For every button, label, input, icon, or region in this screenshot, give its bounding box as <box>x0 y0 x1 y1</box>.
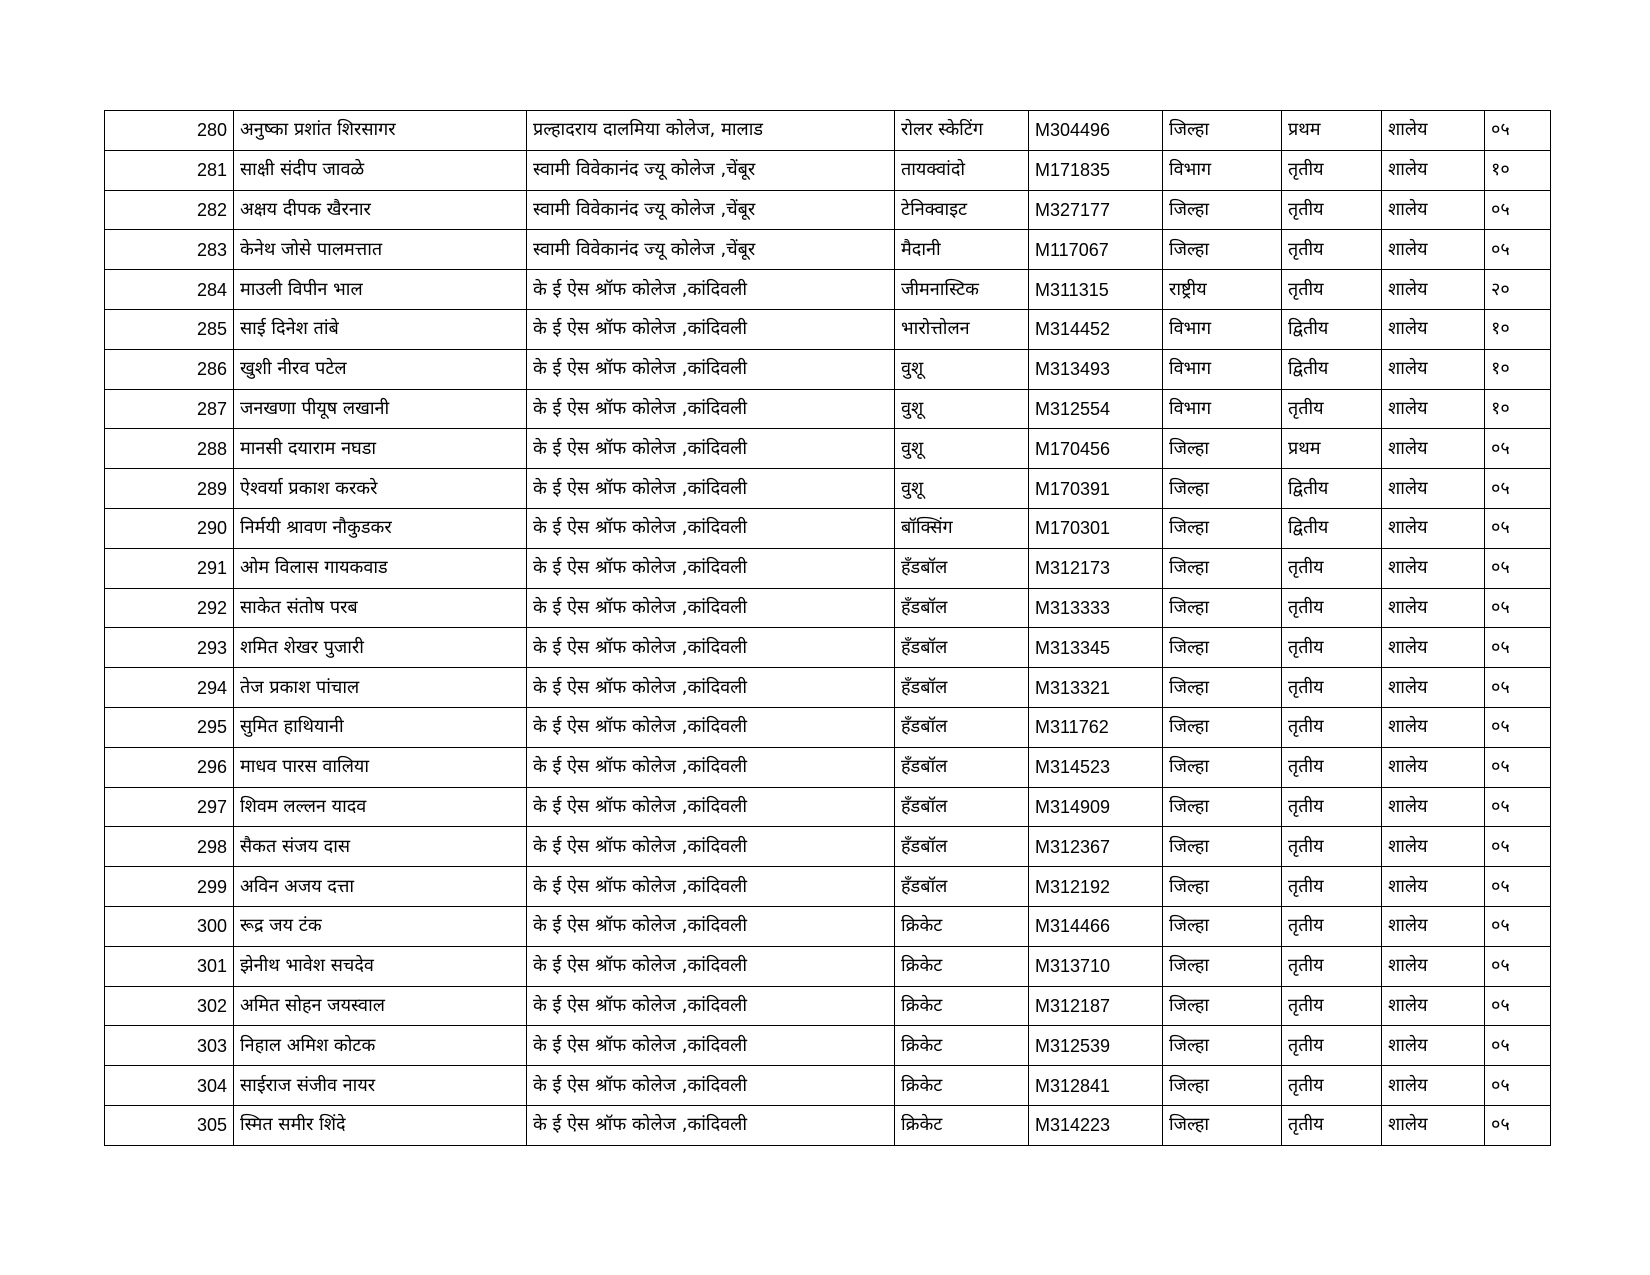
points-cell: ०५ <box>1485 827 1551 867</box>
table-row <box>105 429 1551 469</box>
serial-number-cell: 289 <box>105 469 234 509</box>
competition-level-cell: विभाग <box>1163 150 1282 190</box>
college-name-cell: के ई ऐस श्रॉफ कोलेज ,कांदिवली <box>527 349 895 389</box>
serial-number-cell: 294 <box>105 668 234 708</box>
table-row <box>105 230 1551 270</box>
student-name-cell: ऐश्वर्या प्रकाश करकरे <box>234 469 527 509</box>
category-cell: शालेय <box>1382 628 1485 668</box>
sport-name-cell: हँडबॉल <box>895 827 1029 867</box>
college-name-cell: स्वामी विवेकानंद ज्यू कोलेज ,चेंबूर <box>527 190 895 230</box>
rank-cell: द्वितीय <box>1282 349 1382 389</box>
serial-number-cell: 283 <box>105 230 234 270</box>
category-cell: शालेय <box>1382 867 1485 907</box>
registration-code-cell: M314909 <box>1029 787 1163 827</box>
table-row <box>105 707 1551 747</box>
college-name-cell: के ई ऐस श्रॉफ कोलेज ,कांदिवली <box>527 508 895 548</box>
sport-name-cell: क्रिकेट <box>895 1066 1029 1106</box>
sport-name-cell: वुशू <box>895 349 1029 389</box>
points-cell: ०५ <box>1485 946 1551 986</box>
college-name-cell: के ई ऐस श्रॉफ कोलेज ,कांदिवली <box>527 946 895 986</box>
category-cell: शालेय <box>1382 1105 1485 1145</box>
sport-name-cell: हँडबॉल <box>895 588 1029 628</box>
student-name-cell: जनखणा पीयूष लखानी <box>234 389 527 429</box>
points-cell: २० <box>1485 270 1551 310</box>
category-cell: शालेय <box>1382 827 1485 867</box>
table-row <box>105 469 1551 509</box>
college-name-cell: के ई ऐस श्रॉफ कोलेज ,कांदिवली <box>527 787 895 827</box>
points-cell: १० <box>1485 150 1551 190</box>
college-name-cell: के ई ऐस श्रॉफ कोलेज ,कांदिवली <box>527 469 895 509</box>
points-cell: ०५ <box>1485 867 1551 907</box>
points-cell: १० <box>1485 389 1551 429</box>
student-name-cell: माउली विपीन भाल <box>234 270 527 310</box>
serial-number-cell: 286 <box>105 349 234 389</box>
registration-code-cell: M117067 <box>1029 230 1163 270</box>
table-row <box>105 588 1551 628</box>
serial-number-cell: 296 <box>105 747 234 787</box>
sport-name-cell: क्रिकेट <box>895 906 1029 946</box>
registration-code-cell: M312841 <box>1029 1066 1163 1106</box>
table-row <box>105 389 1551 429</box>
rank-cell: तृतीय <box>1282 906 1382 946</box>
student-name-cell: सैकत संजय दास <box>234 827 527 867</box>
rank-cell: तृतीय <box>1282 747 1382 787</box>
rank-cell: प्रथम <box>1282 429 1382 469</box>
student-name-cell: स्मित समीर शिंदे <box>234 1105 527 1145</box>
registration-code-cell: M171835 <box>1029 150 1163 190</box>
table-row <box>105 827 1551 867</box>
rank-cell: तृतीय <box>1282 867 1382 907</box>
student-name-cell: साई दिनेश तांबे <box>234 309 527 349</box>
serial-number-cell: 291 <box>105 548 234 588</box>
table-row <box>105 747 1551 787</box>
points-cell: ०५ <box>1485 707 1551 747</box>
student-name-cell: अविन अजय दत्ता <box>234 867 527 907</box>
category-cell: शालेय <box>1382 111 1485 151</box>
table-row <box>105 548 1551 588</box>
category-cell: शालेय <box>1382 349 1485 389</box>
serial-number-cell: 295 <box>105 707 234 747</box>
registration-code-cell: M311315 <box>1029 270 1163 310</box>
student-name-cell: निहाल अमिश कोटक <box>234 1026 527 1066</box>
sport-name-cell: क्रिकेट <box>895 1026 1029 1066</box>
category-cell: शालेय <box>1382 946 1485 986</box>
records-body <box>105 111 1551 1146</box>
rank-cell: द्वितीय <box>1282 469 1382 509</box>
serial-number-cell: 303 <box>105 1026 234 1066</box>
serial-number-cell: 282 <box>105 190 234 230</box>
table-row <box>105 1105 1551 1145</box>
table-row <box>105 1026 1551 1066</box>
student-name-cell: साक्षी संदीप जावळे <box>234 150 527 190</box>
student-name-cell: झेनीथ भावेश सचदेव <box>234 946 527 986</box>
student-name-cell: तेज प्रकाश पांचाल <box>234 668 527 708</box>
table-row <box>105 309 1551 349</box>
college-name-cell: स्वामी विवेकानंद ज्यू कोलेज ,चेंबूर <box>527 150 895 190</box>
college-name-cell: के ई ऐस श्रॉफ कोलेज ,कांदिवली <box>527 867 895 907</box>
college-name-cell: के ई ऐस श्रॉफ कोलेज ,कांदिवली <box>527 309 895 349</box>
competition-level-cell: जिल्हा <box>1163 707 1282 747</box>
competition-level-cell: जिल्हा <box>1163 628 1282 668</box>
table-row <box>105 946 1551 986</box>
points-cell: ०५ <box>1485 548 1551 588</box>
competition-level-cell: जिल्हा <box>1163 469 1282 509</box>
category-cell: शालेय <box>1382 190 1485 230</box>
competition-level-cell: जिल्हा <box>1163 668 1282 708</box>
category-cell: शालेय <box>1382 906 1485 946</box>
college-name-cell: के ई ऐस श्रॉफ कोलेज ,कांदिवली <box>527 1105 895 1145</box>
registration-code-cell: M327177 <box>1029 190 1163 230</box>
student-name-cell: माधव पारस वालिया <box>234 747 527 787</box>
category-cell: शालेय <box>1382 1026 1485 1066</box>
rank-cell: प्रथम <box>1282 111 1382 151</box>
student-name-cell: अक्षय दीपक खैरनार <box>234 190 527 230</box>
serial-number-cell: 292 <box>105 588 234 628</box>
points-cell: ०५ <box>1485 1026 1551 1066</box>
serial-number-cell: 284 <box>105 270 234 310</box>
registration-code-cell: M304496 <box>1029 111 1163 151</box>
student-name-cell: मानसी दयाराम नघडा <box>234 429 527 469</box>
registration-code-cell: M312367 <box>1029 827 1163 867</box>
registration-code-cell: M312192 <box>1029 867 1163 907</box>
sport-name-cell: जीमनास्टिक <box>895 270 1029 310</box>
table-row <box>105 906 1551 946</box>
competition-level-cell: जिल्हा <box>1163 906 1282 946</box>
serial-number-cell: 302 <box>105 986 234 1026</box>
serial-number-cell: 301 <box>105 946 234 986</box>
rank-cell: तृतीय <box>1282 628 1382 668</box>
competition-level-cell: जिल्हा <box>1163 827 1282 867</box>
sport-name-cell: क्रिकेट <box>895 946 1029 986</box>
sport-name-cell: क्रिकेट <box>895 986 1029 1026</box>
points-cell: ०५ <box>1485 508 1551 548</box>
sport-name-cell: रोलर स्केटिंग <box>895 111 1029 151</box>
college-name-cell: के ई ऐस श्रॉफ कोलेज ,कांदिवली <box>527 827 895 867</box>
registration-code-cell: M313345 <box>1029 628 1163 668</box>
category-cell: शालेय <box>1382 309 1485 349</box>
competition-level-cell: विभाग <box>1163 389 1282 429</box>
competition-level-cell: जिल्हा <box>1163 508 1282 548</box>
sport-name-cell: मैदानी <box>895 230 1029 270</box>
sport-name-cell: तायक्वांदो <box>895 150 1029 190</box>
registration-code-cell: M313333 <box>1029 588 1163 628</box>
serial-number-cell: 297 <box>105 787 234 827</box>
rank-cell: तृतीय <box>1282 986 1382 1026</box>
sport-name-cell: बॉक्सिंग <box>895 508 1029 548</box>
table-row <box>105 508 1551 548</box>
student-name-cell: सुमित हाथियानी <box>234 707 527 747</box>
competition-level-cell: जिल्हा <box>1163 787 1282 827</box>
points-cell: १० <box>1485 349 1551 389</box>
competition-level-cell: विभाग <box>1163 309 1282 349</box>
rank-cell: तृतीय <box>1282 827 1382 867</box>
registration-code-cell: M313710 <box>1029 946 1163 986</box>
college-name-cell: के ई ऐस श्रॉफ कोलेज ,कांदिवली <box>527 668 895 708</box>
category-cell: शालेय <box>1382 270 1485 310</box>
points-cell: ०५ <box>1485 628 1551 668</box>
student-name-cell: खुशी नीरव पटेल <box>234 349 527 389</box>
sport-name-cell: टेनिक्वाइट <box>895 190 1029 230</box>
category-cell: शालेय <box>1382 1066 1485 1106</box>
serial-number-cell: 290 <box>105 508 234 548</box>
sport-name-cell: वुशू <box>895 389 1029 429</box>
registration-code-cell: M170391 <box>1029 469 1163 509</box>
points-cell: १० <box>1485 309 1551 349</box>
competition-level-cell: जिल्हा <box>1163 111 1282 151</box>
table-row <box>105 628 1551 668</box>
serial-number-cell: 300 <box>105 906 234 946</box>
sport-name-cell: हँडबॉल <box>895 628 1029 668</box>
competition-level-cell: जिल्हा <box>1163 588 1282 628</box>
serial-number-cell: 298 <box>105 827 234 867</box>
rank-cell: तृतीय <box>1282 588 1382 628</box>
points-cell: ०५ <box>1485 588 1551 628</box>
category-cell: शालेय <box>1382 150 1485 190</box>
student-name-cell: शिवम लल्लन यादव <box>234 787 527 827</box>
points-cell: ०५ <box>1485 469 1551 509</box>
points-cell: ०५ <box>1485 787 1551 827</box>
registration-code-cell: M314466 <box>1029 906 1163 946</box>
student-name-cell: साकेत संतोष परब <box>234 588 527 628</box>
table-row <box>105 111 1551 151</box>
points-cell: ०५ <box>1485 1066 1551 1106</box>
registration-code-cell: M314523 <box>1029 747 1163 787</box>
college-name-cell: के ई ऐस श्रॉफ कोलेज ,कांदिवली <box>527 707 895 747</box>
sport-name-cell: हँडबॉल <box>895 548 1029 588</box>
table-row <box>105 190 1551 230</box>
serial-number-cell: 280 <box>105 111 234 151</box>
rank-cell: तृतीय <box>1282 1026 1382 1066</box>
student-name-cell: साईराज संजीव नायर <box>234 1066 527 1106</box>
competition-level-cell: जिल्हा <box>1163 429 1282 469</box>
serial-number-cell: 288 <box>105 429 234 469</box>
records-table <box>104 110 1551 1146</box>
sport-name-cell: हँडबॉल <box>895 787 1029 827</box>
rank-cell: तृतीय <box>1282 787 1382 827</box>
serial-number-cell: 304 <box>105 1066 234 1106</box>
competition-level-cell: जिल्हा <box>1163 867 1282 907</box>
sport-name-cell: भारोत्तोलन <box>895 309 1029 349</box>
category-cell: शालेय <box>1382 508 1485 548</box>
sport-name-cell: वुशू <box>895 469 1029 509</box>
college-name-cell: स्वामी विवेकानंद ज्यू कोलेज ,चेंबूर <box>527 230 895 270</box>
category-cell: शालेय <box>1382 707 1485 747</box>
table-row <box>105 867 1551 907</box>
rank-cell: तृतीय <box>1282 946 1382 986</box>
college-name-cell: के ई ऐस श्रॉफ कोलेज ,कांदिवली <box>527 747 895 787</box>
college-name-cell: के ई ऐस श्रॉफ कोलेज ,कांदिवली <box>527 628 895 668</box>
student-name-cell: केनेथ जोसे पालमत्तात <box>234 230 527 270</box>
table-row <box>105 1066 1551 1106</box>
points-cell: ०५ <box>1485 429 1551 469</box>
serial-number-cell: 287 <box>105 389 234 429</box>
registration-code-cell: M312539 <box>1029 1026 1163 1066</box>
college-name-cell: के ई ऐस श्रॉफ कोलेज ,कांदिवली <box>527 986 895 1026</box>
sport-name-cell: क्रिकेट <box>895 1105 1029 1145</box>
student-name-cell: निर्मयी श्रावण नौकुडकर <box>234 508 527 548</box>
sport-name-cell: वुशू <box>895 429 1029 469</box>
sport-name-cell: हँडबॉल <box>895 707 1029 747</box>
rank-cell: तृतीय <box>1282 1066 1382 1106</box>
category-cell: शालेय <box>1382 787 1485 827</box>
registration-code-cell: M314223 <box>1029 1105 1163 1145</box>
college-name-cell: के ई ऐस श्रॉफ कोलेज ,कांदिवली <box>527 429 895 469</box>
college-name-cell: प्रल्हादराय दालमिया कोलेज, मालाड <box>527 111 895 151</box>
registration-code-cell: M312187 <box>1029 986 1163 1026</box>
registration-code-cell: M170456 <box>1029 429 1163 469</box>
points-cell: ०५ <box>1485 906 1551 946</box>
competition-level-cell: जिल्हा <box>1163 1105 1282 1145</box>
rank-cell: तृतीय <box>1282 668 1382 708</box>
rank-cell: तृतीय <box>1282 707 1382 747</box>
college-name-cell: के ई ऐस श्रॉफ कोलेज ,कांदिवली <box>527 1066 895 1106</box>
table-row <box>105 150 1551 190</box>
competition-level-cell: जिल्हा <box>1163 1026 1282 1066</box>
serial-number-cell: 293 <box>105 628 234 668</box>
registration-code-cell: M312554 <box>1029 389 1163 429</box>
table-row <box>105 787 1551 827</box>
student-name-cell: रूद्र जय टंक <box>234 906 527 946</box>
rank-cell: तृतीय <box>1282 230 1382 270</box>
category-cell: शालेय <box>1382 429 1485 469</box>
points-cell: ०५ <box>1485 230 1551 270</box>
registration-code-cell: M314452 <box>1029 309 1163 349</box>
category-cell: शालेय <box>1382 588 1485 628</box>
college-name-cell: के ई ऐस श्रॉफ कोलेज ,कांदिवली <box>527 548 895 588</box>
points-cell: ०५ <box>1485 668 1551 708</box>
category-cell: शालेय <box>1382 668 1485 708</box>
competition-level-cell: जिल्हा <box>1163 190 1282 230</box>
competition-level-cell: जिल्हा <box>1163 986 1282 1026</box>
sport-name-cell: हँडबॉल <box>895 747 1029 787</box>
student-name-cell: शमित शेखर पुजारी <box>234 628 527 668</box>
category-cell: शालेय <box>1382 548 1485 588</box>
competition-level-cell: जिल्हा <box>1163 548 1282 588</box>
student-name-cell: अनुष्का प्रशांत शिरसागर <box>234 111 527 151</box>
registration-code-cell: M313493 <box>1029 349 1163 389</box>
rank-cell: तृतीय <box>1282 190 1382 230</box>
rank-cell: तृतीय <box>1282 1105 1382 1145</box>
registration-code-cell: M313321 <box>1029 668 1163 708</box>
points-cell: ०५ <box>1485 986 1551 1026</box>
registration-code-cell: M312173 <box>1029 548 1163 588</box>
rank-cell: द्वितीय <box>1282 508 1382 548</box>
serial-number-cell: 281 <box>105 150 234 190</box>
table-row <box>105 270 1551 310</box>
category-cell: शालेय <box>1382 469 1485 509</box>
points-cell: ०५ <box>1485 1105 1551 1145</box>
sport-name-cell: हँडबॉल <box>895 668 1029 708</box>
rank-cell: तृतीय <box>1282 548 1382 588</box>
student-name-cell: अमित सोहन जयस्वाल <box>234 986 527 1026</box>
registration-code-cell: M311762 <box>1029 707 1163 747</box>
points-cell: ०५ <box>1485 111 1551 151</box>
category-cell: शालेय <box>1382 986 1485 1026</box>
rank-cell: तृतीय <box>1282 270 1382 310</box>
serial-number-cell: 305 <box>105 1105 234 1145</box>
student-name-cell: ओम विलास गायकवाड <box>234 548 527 588</box>
sport-name-cell: हँडबॉल <box>895 867 1029 907</box>
competition-level-cell: राष्ट्रीय <box>1163 270 1282 310</box>
competition-level-cell: जिल्हा <box>1163 747 1282 787</box>
competition-level-cell: विभाग <box>1163 349 1282 389</box>
college-name-cell: के ई ऐस श्रॉफ कोलेज ,कांदिवली <box>527 588 895 628</box>
serial-number-cell: 285 <box>105 309 234 349</box>
competition-level-cell: जिल्हा <box>1163 230 1282 270</box>
serial-number-cell: 299 <box>105 867 234 907</box>
category-cell: शालेय <box>1382 389 1485 429</box>
college-name-cell: के ई ऐस श्रॉफ कोलेज ,कांदिवली <box>527 1026 895 1066</box>
points-cell: ०५ <box>1485 747 1551 787</box>
rank-cell: तृतीय <box>1282 150 1382 190</box>
college-name-cell: के ई ऐस श्रॉफ कोलेज ,कांदिवली <box>527 389 895 429</box>
table-row <box>105 668 1551 708</box>
college-name-cell: के ई ऐस श्रॉफ कोलेज ,कांदिवली <box>527 906 895 946</box>
college-name-cell: के ई ऐस श्रॉफ कोलेज ,कांदिवली <box>527 270 895 310</box>
rank-cell: द्वितीय <box>1282 309 1382 349</box>
category-cell: शालेय <box>1382 747 1485 787</box>
table-row <box>105 986 1551 1026</box>
competition-level-cell: जिल्हा <box>1163 946 1282 986</box>
points-cell: ०५ <box>1485 190 1551 230</box>
category-cell: शालेय <box>1382 230 1485 270</box>
registration-code-cell: M170301 <box>1029 508 1163 548</box>
rank-cell: तृतीय <box>1282 389 1382 429</box>
table-row <box>105 349 1551 389</box>
competition-level-cell: जिल्हा <box>1163 1066 1282 1106</box>
